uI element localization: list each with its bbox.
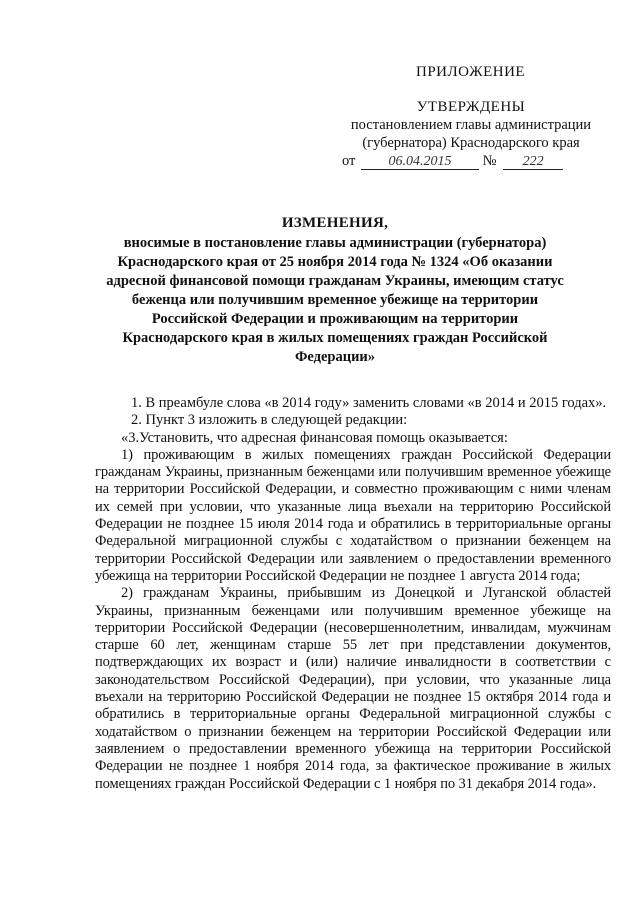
- document-body: [95, 395, 611, 793]
- title-subtitle: вносимые в постановление главы администрации (губернатора) Краснодарского края от 25 ноября 2014 года № 1324 «Об оказании адресной финансовой помощи гражданам Украины, имеющим статус беженца или получившим временное убежище на территории Российской Федерации и проживающим на территории Краснодарского края в жилых помещениях граждан Российской Федерации»: [106, 235, 564, 365]
- handwritten-number: 222: [503, 155, 563, 170]
- date-number-row: [340, 152, 602, 170]
- paragraph-5: 2) гражданам Украины, прибывшим из Донецкой и Луганской областей Украины, признанным беженцами или получившим временное убежище на территории Российской Федерации (несовершеннолетним, инвалидам, мужчинам старше 60 лет, женщинам старше 55 лет при представлении документов, подтверждающих их возраст и (или) наличие инвалидности в соответствии с законодательством Российской Федерации), при условии, что указанные лица въехали на территорию Российской Федерации не позднее 15 октября 2014 года и обратились в территориальные органы Федеральной миграционной службы с ходатайством о признании беженцем на территории Российской Федерации или заявлением о предоставлении временного убежища на территории Российской Федерации не позднее 1 ноября 2014 года, за фактическое проживание в жилых помещениях граждан Российской Федерации с 1 ноября по 31 декабря 2014 года».: [95, 585, 611, 792]
- from-label: от: [342, 153, 356, 169]
- paragraph-4: 1) проживающим в жилых помещениях граждан Российской Федерации гражданам Украины, признанным беженцами или получившим временное убежище на территории Российской Федерации, и совместно проживающим с ними членам их семей при условии, что указанные лица въехали на территорию Российской Федерации не позднее 15 июля 2014 года и обратились в территориальные органы Федеральной миграционной службы с ходатайством о признании беженцем на территории Российской Федерации или заявлением о предоставлении временного убежища на территории Российской Федерации не позднее 1 августа 2014 года;: [95, 446, 611, 584]
- title-heading: ИЗМЕНЕНИЯ,: [281, 215, 389, 231]
- paragraph-1: 1. В преамбуле слова «в 2014 году» заменить словами «в 2014 и 2015 годах».: [131, 395, 607, 411]
- document-title: [100, 214, 570, 367]
- handwritten-date: 06.04.2015: [361, 155, 479, 170]
- number-label: №: [482, 153, 497, 169]
- approval-line-1: постановлением главы администрации: [350, 117, 592, 133]
- approval-block: [340, 98, 602, 170]
- paragraph-2: 2. Пункт 3 изложить в следующей редакции:: [131, 412, 408, 429]
- paragraph-3: «3.Установить, что адресная финансовая помощь оказывается:: [121, 429, 508, 446]
- appendix-label: ПРИЛОЖЕНИЕ: [416, 64, 526, 80]
- approved-label: УТВЕРЖДЕНЫ: [416, 99, 526, 115]
- approval-line-2: (губернатора) Краснодарского края: [362, 135, 580, 151]
